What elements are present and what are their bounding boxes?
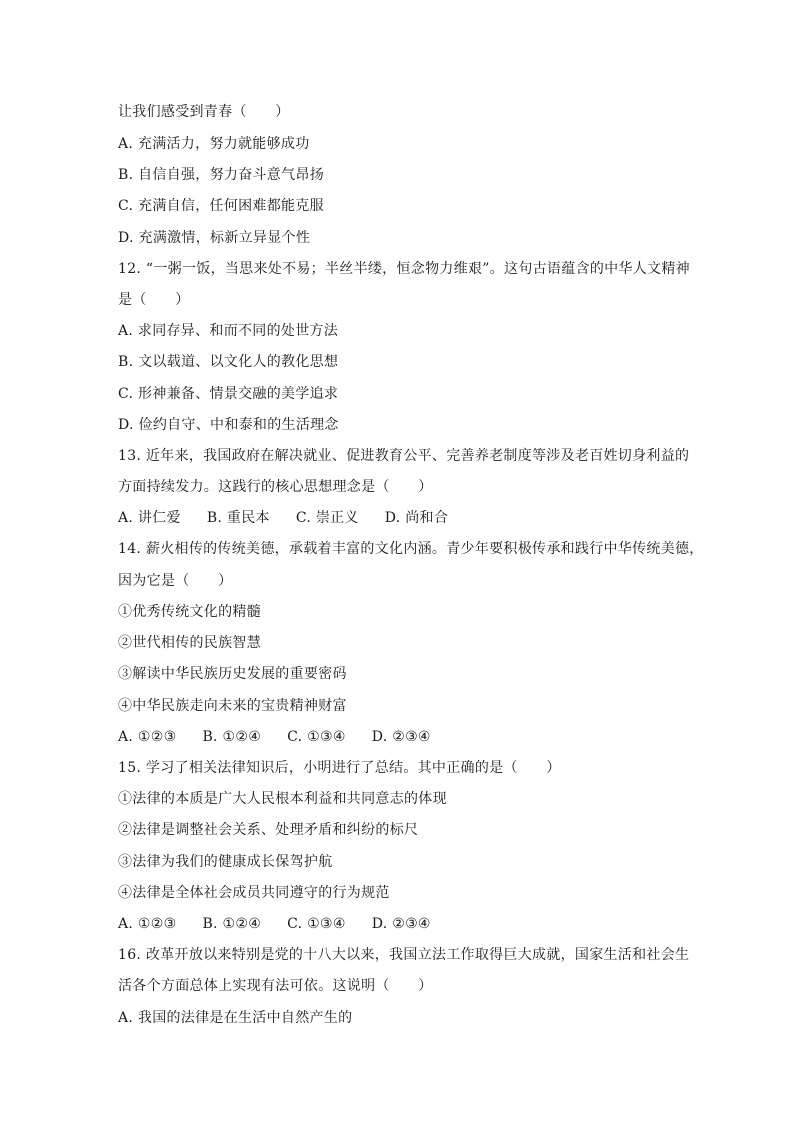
q13-option-a: A. 讲仁爱 [118,510,181,526]
q14-option-a: A. ①②③ [118,729,177,745]
question-16-stem-cont: 活各个方面总体上实现有法可依。这说明（ ） [118,978,433,994]
question-13-stem-cont: 方面持续发力。这践行的核心思想理念是（ ） [118,479,433,495]
q14-statement-4: ④中华民族走向未来的宝贵精神财富 [118,698,347,714]
q15-statement-4: ④法律是全体社会成员共同遵守的行为规范 [118,885,390,901]
question-12-stem-cont: 是（ ） [118,292,190,308]
q12-option-c: C. 形神兼备、情景交融的美学追求 [118,386,339,402]
q12-option-d: D. 俭约自守、中和泰和的生活理念 [118,417,339,433]
question-16-stem: 16. 改革开放以来特别是党的十八大以来，我国立法工作取得巨大成就，国家生活和社会生 [118,947,690,963]
q11-option-b: B. 自信自强，努力奋斗意气昂扬 [118,167,324,183]
q13-option-d: D. 尚和合 [384,510,449,526]
q14-statement-2: ②世代相传的民族智慧 [118,635,261,651]
q13-option-b: B. 重民本 [206,510,270,526]
q15-option-b: B. ①②④ [202,916,262,932]
q12-option-b: B. 文以载道、以文化人的教化思想 [118,354,339,370]
question-14-stem-cont: 因为它是（ ） [118,573,233,589]
q11-option-a: A. 充满活力，努力就能够成功 [118,136,310,152]
q15-option-a: A. ①②③ [118,916,177,932]
q14-option-b: B. ①②④ [202,729,262,745]
q14-statement-1: ①优秀传统文化的精髓 [118,604,261,620]
q15-options-row [118,914,457,934]
q16-option-a: A. 我国的法律是在生活中自然产生的 [118,1010,353,1026]
q11-option-d: D. 充满激情，标新立异显个性 [118,230,311,246]
question-13-stem: 13. 近年来，我国政府在解决就业、促进教育公平、完善养老制度等涉及老百姓切身利益的 [118,448,690,464]
q13-option-c: C. 崇正义 [295,510,359,526]
q14-option-d: D. ②③④ [371,729,431,745]
q15-statement-3: ③法律为我们的健康成长保驾护航 [118,854,333,870]
q14-options-row [118,727,457,747]
question-11-stem-end: 让我们感受到青春（ ） [118,104,290,120]
q15-statement-2: ②法律是调整社会关系、处理矛盾和纠纷的标尺 [118,822,419,838]
q13-options-row [118,508,474,528]
q15-statement-1: ①法律的本质是广大人民根本利益和共同意志的体现 [118,791,447,807]
q14-option-c: C. ①③④ [287,729,346,745]
question-15-stem: 15. 学习了相关法律知识后，小明进行了总结。其中正确的是（ ） [118,760,561,776]
question-12-stem: 12. “一粥一饭，当思来处不易；半丝半缕，恒念物力维艰”。这句古语蕴含的中华人文精神 [118,261,690,277]
q14-statement-3: ③解读中华民族历史发展的重要密码 [118,666,347,682]
q15-option-c: C. ①③④ [287,916,346,932]
q15-option-d: D. ②③④ [371,916,431,932]
q11-option-c: C. 充满自信，任何困难都能克服 [118,198,324,214]
q12-option-a: A. 求同存异、和而不同的处世方法 [118,323,339,339]
question-14-stem: 14. 薪火相传的传统美德，承载着丰富的文化内涵。青少年要积极传承和践行中华传统美德， [118,541,704,557]
